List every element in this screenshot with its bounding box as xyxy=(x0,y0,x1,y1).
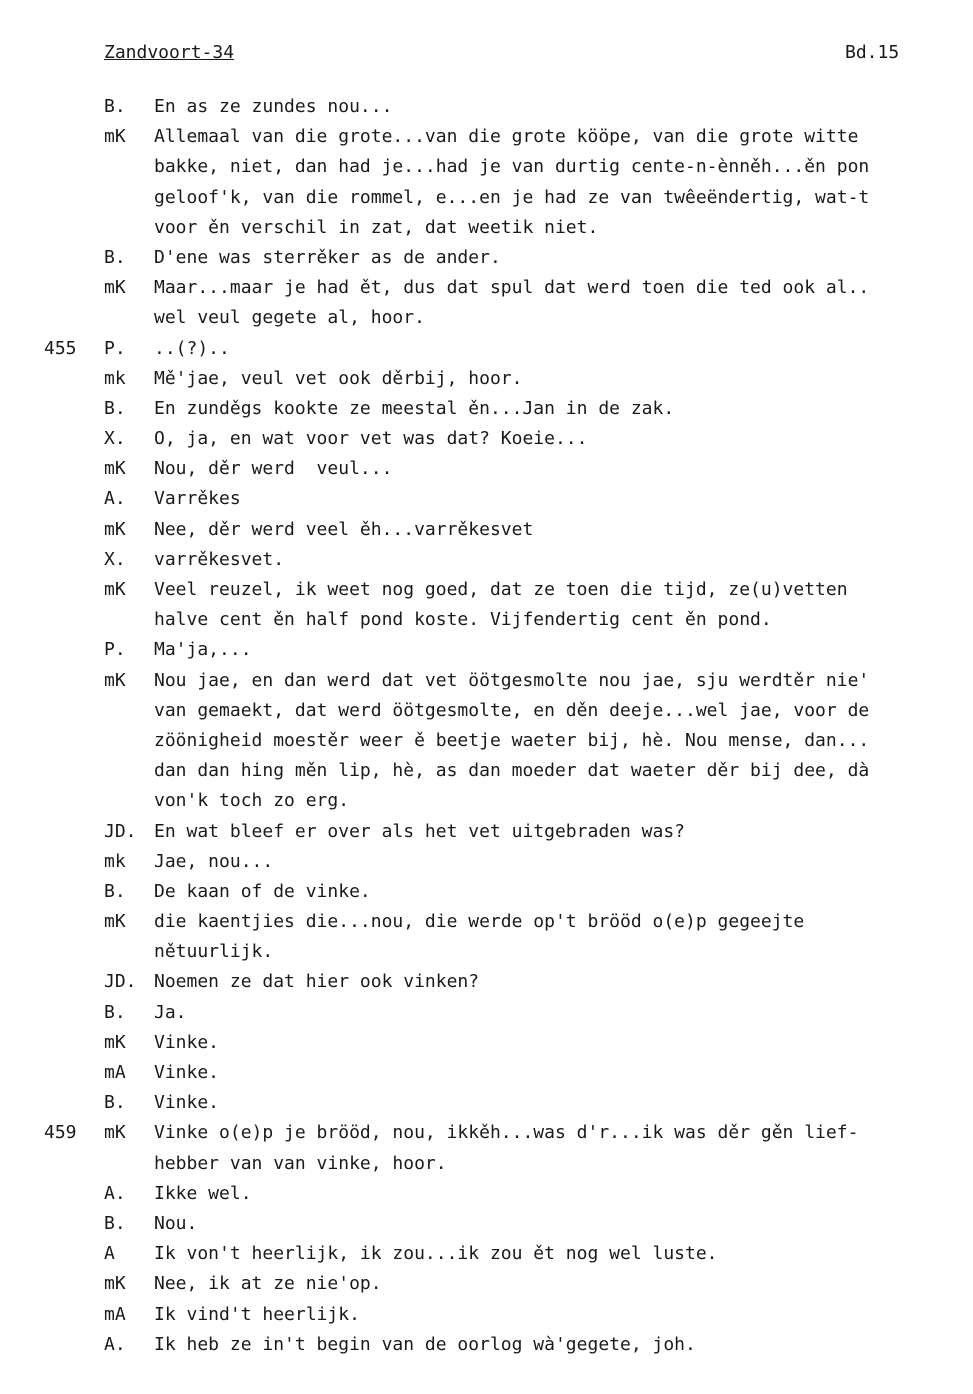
transcript-line xyxy=(0,998,973,1028)
utterance-text: zöönigheid moestěr weer ě beetje waeter bij, hè. Nou mense, dan... xyxy=(154,729,870,751)
transcript-line xyxy=(0,847,973,877)
transcript-line xyxy=(0,1330,973,1360)
utterance-text: bakke, niet, dan had je...had je van durtig cente-n-ènněh...ěn pon xyxy=(154,156,870,178)
speaker-label: JD. xyxy=(104,971,137,993)
speaker-label: mK xyxy=(104,458,126,480)
speaker-label: mk xyxy=(104,367,126,389)
utterance-text: Mě'jae, veul vet ook děrbij, hoor. xyxy=(154,367,523,389)
speaker-label: X. xyxy=(104,428,126,450)
utterance-text: die kaentjies die...nou, die werde op't brööd o(e)p gegeejte xyxy=(154,911,805,933)
transcript-line xyxy=(0,575,973,605)
utterance-text: von'k toch zo erg. xyxy=(154,790,350,812)
speaker-label: A. xyxy=(104,488,126,510)
speaker-label: mK xyxy=(104,126,126,148)
utterance-text: Vinke. xyxy=(154,1062,220,1083)
utterance-text: O, ja, en wat voor vet was dat? Koeie... xyxy=(154,428,588,450)
transcript-line xyxy=(0,786,973,816)
utterance-text: hebber van van vinke, hoor. xyxy=(154,1152,447,1174)
transcript-line xyxy=(0,152,973,182)
transcript-line xyxy=(0,334,973,364)
line-number: 459 xyxy=(44,1122,77,1144)
transcript-line xyxy=(0,605,973,635)
transcript-line xyxy=(0,907,973,937)
transcript-line xyxy=(0,1088,973,1118)
utterance-text: Nee, děr werd veel ěh...varrěkesvet xyxy=(154,518,534,540)
utterance-text: halve cent ěn half pond koste. Vijfendertig cent ěn pond. xyxy=(154,609,772,631)
utterance-text: Ik heb ze in't begin van de oorlog wà'gegete, joh. xyxy=(154,1333,696,1355)
transcript-line xyxy=(0,1118,973,1148)
transcript-line xyxy=(0,1028,973,1058)
speaker-label: B. xyxy=(104,1092,126,1114)
speaker-label: mK xyxy=(104,1122,126,1144)
speaker-label: P. xyxy=(104,639,126,661)
utterance-text: ..(?).. xyxy=(154,337,230,359)
transcript-line xyxy=(0,1209,973,1239)
utterance-text: wel veul gegete al, hoor. xyxy=(154,307,425,329)
speaker-label: X. xyxy=(104,548,126,570)
speaker-label: mK xyxy=(104,1031,126,1053)
speaker-label: mk xyxy=(104,850,126,872)
transcript-line xyxy=(0,92,973,122)
transcript-line xyxy=(0,1300,973,1330)
speaker-label: P. xyxy=(104,337,126,359)
utterance-text: Nou. xyxy=(154,1212,198,1234)
utterance-text: Vinke. xyxy=(154,1092,220,1114)
speaker-label: mK xyxy=(104,579,126,600)
utterance-text: Nou jae, en dan werd dat vet öötgesmolte nou jae, sju werdtěr nie' xyxy=(154,669,870,691)
speaker-label: A. xyxy=(104,1182,126,1204)
utterance-text: Vinke o(e)p je brööd, nou, ikkěh...was d'r...ik was děr gěn lief- xyxy=(154,1122,859,1144)
speaker-label: mK xyxy=(104,1273,126,1295)
utterance-text: Jae, nou... xyxy=(154,850,274,872)
utterance-text: voor ěn verschil in zat, dat weetik niet. xyxy=(154,216,599,238)
transcript-lines xyxy=(0,92,973,1360)
transcript-line xyxy=(0,303,973,333)
page-header-number: Bd.15 xyxy=(845,42,900,63)
utterance-text: Maar...maar je had ět, dus dat spul dat werd toen die ted ook al.. xyxy=(154,277,870,299)
transcript-line xyxy=(0,122,973,152)
transcript-line xyxy=(0,666,973,696)
speaker-label: A. xyxy=(104,1333,126,1355)
speaker-label: JD. xyxy=(104,820,137,842)
transcript-line xyxy=(0,273,973,303)
speaker-label: mK xyxy=(104,911,126,933)
utterance-text: D'ene was sterrěker as de ander. xyxy=(154,246,501,268)
utterance-text: geloof'k, van die rommel, e...en je had ze van twêeëndertig, wat-t xyxy=(154,186,870,208)
utterance-text: Ik von't heerlijk, ik zou...ik zou ět nog wel luste. xyxy=(154,1243,718,1265)
transcript-line xyxy=(0,817,973,847)
utterance-text: Vinke. xyxy=(154,1031,220,1053)
utterance-text: De kaan of de vinke. xyxy=(154,880,371,902)
transcript-line xyxy=(0,243,973,273)
transcript-line xyxy=(0,1269,973,1299)
utterance-text: dan dan hing měn lip, hè, as dan moeder dat waeter děr bij dee, dà xyxy=(154,760,870,782)
speaker-label: mK xyxy=(104,277,126,299)
speaker-label: mA xyxy=(104,1303,126,1325)
transcript-line xyxy=(0,454,973,484)
utterance-text: Nou, děr werd veul... xyxy=(154,458,393,480)
speaker-label: mK xyxy=(104,669,126,691)
utterance-text: Noemen ze dat hier ook vinken? xyxy=(154,971,480,993)
line-number: 455 xyxy=(44,337,77,359)
utterance-text: En as ze zundes nou... xyxy=(154,96,393,117)
transcript-line xyxy=(0,424,973,454)
utterance-text: Ma'ja,... xyxy=(154,639,252,661)
speaker-label: mK xyxy=(104,518,126,540)
transcript-line xyxy=(0,364,973,394)
utterance-text: Ja. xyxy=(154,1001,187,1023)
utterance-text: varrěkesvet. xyxy=(154,548,285,570)
speaker-label: B. xyxy=(104,880,126,902)
page-header-title: Zandvoort-34 xyxy=(104,42,235,63)
transcript-line xyxy=(0,394,973,424)
utterance-text: Allemaal van die grote...van die grote kööpe, van die grote witte xyxy=(154,126,859,148)
utterance-text: Ikke wel. xyxy=(154,1182,252,1204)
transcript-line xyxy=(0,213,973,243)
speaker-label: B. xyxy=(104,1212,126,1234)
transcript-line xyxy=(0,937,973,967)
transcript-line xyxy=(0,635,973,665)
speaker-label: B. xyxy=(104,246,126,268)
speaker-label: B. xyxy=(104,397,126,419)
transcript-line xyxy=(0,1239,973,1269)
transcript-line xyxy=(0,696,973,726)
utterance-text: van gemaekt, dat werd öötgesmolte, en děn deeje...wel jae, voor de xyxy=(154,699,870,721)
utterance-text: Varrěkes xyxy=(154,488,241,510)
transcript-line xyxy=(0,1058,973,1088)
transcript-line xyxy=(0,967,973,997)
utterance-text: nětuurlijk. xyxy=(154,941,274,963)
transcript-line xyxy=(0,877,973,907)
utterance-text: Veel reuzel, ik weet nog goed, dat ze toen die tijd, ze(u)vetten xyxy=(154,579,848,600)
speaker-label: A xyxy=(104,1243,115,1265)
transcript-line xyxy=(0,726,973,756)
transcript-line xyxy=(0,515,973,545)
utterance-text: En zunděgs kookte ze meestal ěn...Jan in de zak. xyxy=(154,397,675,419)
transcript-line xyxy=(0,545,973,575)
transcript-line xyxy=(0,1179,973,1209)
utterance-text: En wat bleef er over als het vet uitgebraden was? xyxy=(154,820,686,842)
transcript-line xyxy=(0,1149,973,1179)
utterance-text: Ik vind't heerlijk. xyxy=(154,1303,360,1325)
transcript-line xyxy=(0,484,973,514)
transcript-line xyxy=(0,756,973,786)
speaker-label: B. xyxy=(104,96,126,117)
utterance-text: Nee, ik at ze nie'op. xyxy=(154,1273,382,1295)
speaker-label: mA xyxy=(104,1062,126,1083)
transcript-line xyxy=(0,183,973,213)
speaker-label: B. xyxy=(104,1001,126,1023)
